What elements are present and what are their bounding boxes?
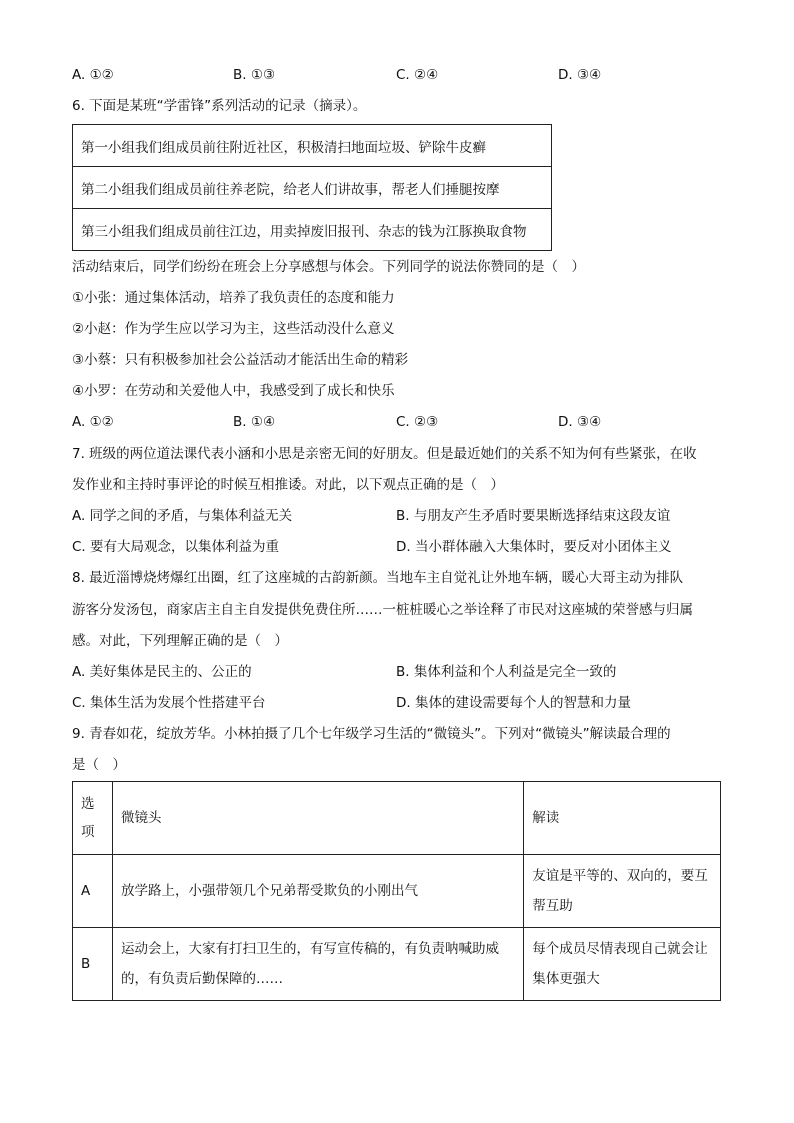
- q5-option-b: B. ①③: [233, 67, 276, 83]
- header-option: 选项: [73, 782, 113, 855]
- q7-option-d: D. 当小群体融入大集体时，要反对小团体主义: [396, 539, 672, 555]
- q6-option-d: D. ③④: [558, 414, 602, 430]
- q5-options: [0, 65, 794, 85]
- row-option: A: [73, 855, 113, 928]
- record-cell: 第一小组我们组成员前往附近社区，积极清扫地面垃圾、铲除牛皮癣: [73, 125, 552, 167]
- record-cell: 第二小组我们组成员前往养老院，给老人们讲故事，帮老人们捶腿按摩: [73, 167, 552, 209]
- q8-option-b: B. 集体利益和个人利益是完全一致的: [396, 664, 617, 680]
- table-row: [73, 167, 552, 209]
- q6-stem: 6. 下面是某班“学雷锋”系列活动的记录（摘录）。: [72, 98, 367, 114]
- table-row: [73, 209, 552, 251]
- q5-option-d: D. ③④: [558, 67, 602, 83]
- q9-stem-line1: 9. 青春如花，绽放芳华。小林拍摄了几个七年级学习生活的“微镜头”。下列对“微镜头”解读最合理的: [72, 726, 671, 742]
- row-option: B: [73, 928, 113, 1001]
- table-header-row: [73, 782, 721, 855]
- q8-stem-line3: 感。对此，下列理解正确的是（ ）: [72, 633, 288, 649]
- q8-options-row2: [0, 693, 794, 713]
- q6-records-table: [72, 124, 552, 251]
- q6-option-b: B. ①④: [233, 414, 276, 430]
- row-scene: 运动会上，大家有打扫卫生的，有写宣传稿的，有负责呐喊助威的，有负责后勤保障的……: [112, 928, 523, 1001]
- q8-stem-line1: 8. 最近淄博烧烤爆红出圈，红了这座城的古韵新颜。当地车主自觉礼让外地车辆，暖心大哥主动为排队: [72, 570, 684, 586]
- q8-stem-line2: 游客分发汤包，商家店主自主自发提供免费住所……一桩桩暖心之举诠释了市民对这座城的荣誉感与归属: [72, 602, 693, 618]
- q6-option-c: C. ②③: [396, 414, 439, 430]
- q6-statement-3: ③小蔡：只有积极参加社会公益活动才能活出生命的精彩: [72, 352, 409, 368]
- q8-options-row1: [0, 662, 794, 682]
- row-interpretation: 友谊是平等的、双向的，要互帮互助: [524, 855, 721, 928]
- table-row: [73, 928, 721, 1001]
- q6-followup: 活动结束后，同学们纷纷在班会上分享感想与体会。下列同学的说法你赞同的是（ ）: [72, 259, 585, 275]
- table-row: [73, 125, 552, 167]
- row-scene: 放学路上，小强带领几个兄弟帮受欺负的小刚出气: [112, 855, 523, 928]
- q8-option-a: A. 美好集体是民主的、公正的: [72, 664, 252, 680]
- q5-option-c: C. ②④: [396, 67, 439, 83]
- q7-option-a: A. 同学之间的矛盾，与集体利益无关: [72, 508, 293, 524]
- q7-options-row2: [0, 537, 794, 557]
- q9-micro-lens-table: [72, 781, 721, 1001]
- q7-stem-line1: 7. 班级的两位道法课代表小涵和小思是亲密无间的好朋友。但是最近她们的关系不知为何有些紧张，在收: [72, 446, 697, 462]
- header-interpretation: 解读: [524, 782, 721, 855]
- header-scene: 微镜头: [112, 782, 523, 855]
- q7-option-c: C. 要有大局观念，以集体利益为重: [72, 539, 280, 555]
- q5-option-a: A. ①②: [72, 67, 114, 83]
- q6-statement-2: ②小赵：作为学生应以学习为主，这些活动没什么意义: [72, 321, 395, 337]
- q7-options-row1: [0, 506, 794, 526]
- row-interpretation: 每个成员尽情表现自己就会让集体更强大: [524, 928, 721, 1001]
- q7-stem-line2: 发作业和主持时事评论的时候互相推诿。对此，以下观点正确的是（ ）: [72, 477, 504, 493]
- record-cell: 第三小组我们组成员前往江边，用卖掉废旧报刊、杂志的钱为江豚换取食物: [73, 209, 552, 251]
- q6-statement-1: ①小张：通过集体活动，培养了我负责任的态度和能力: [72, 290, 395, 306]
- q6-options: [0, 412, 794, 432]
- q6-option-a: A. ①②: [72, 414, 114, 430]
- q8-option-d: D. 集体的建设需要每个人的智慧和力量: [396, 695, 631, 711]
- q7-option-b: B. 与朋友产生矛盾时要果断选择结束这段友谊: [396, 508, 671, 524]
- q9-stem-line2: 是（ ）: [72, 757, 126, 773]
- q6-statement-4: ④小罗：在劳动和关爱他人中，我感受到了成长和快乐: [72, 383, 395, 399]
- table-row: [73, 855, 721, 928]
- q8-option-c: C. 集体生活为发展个性搭建平台: [72, 695, 266, 711]
